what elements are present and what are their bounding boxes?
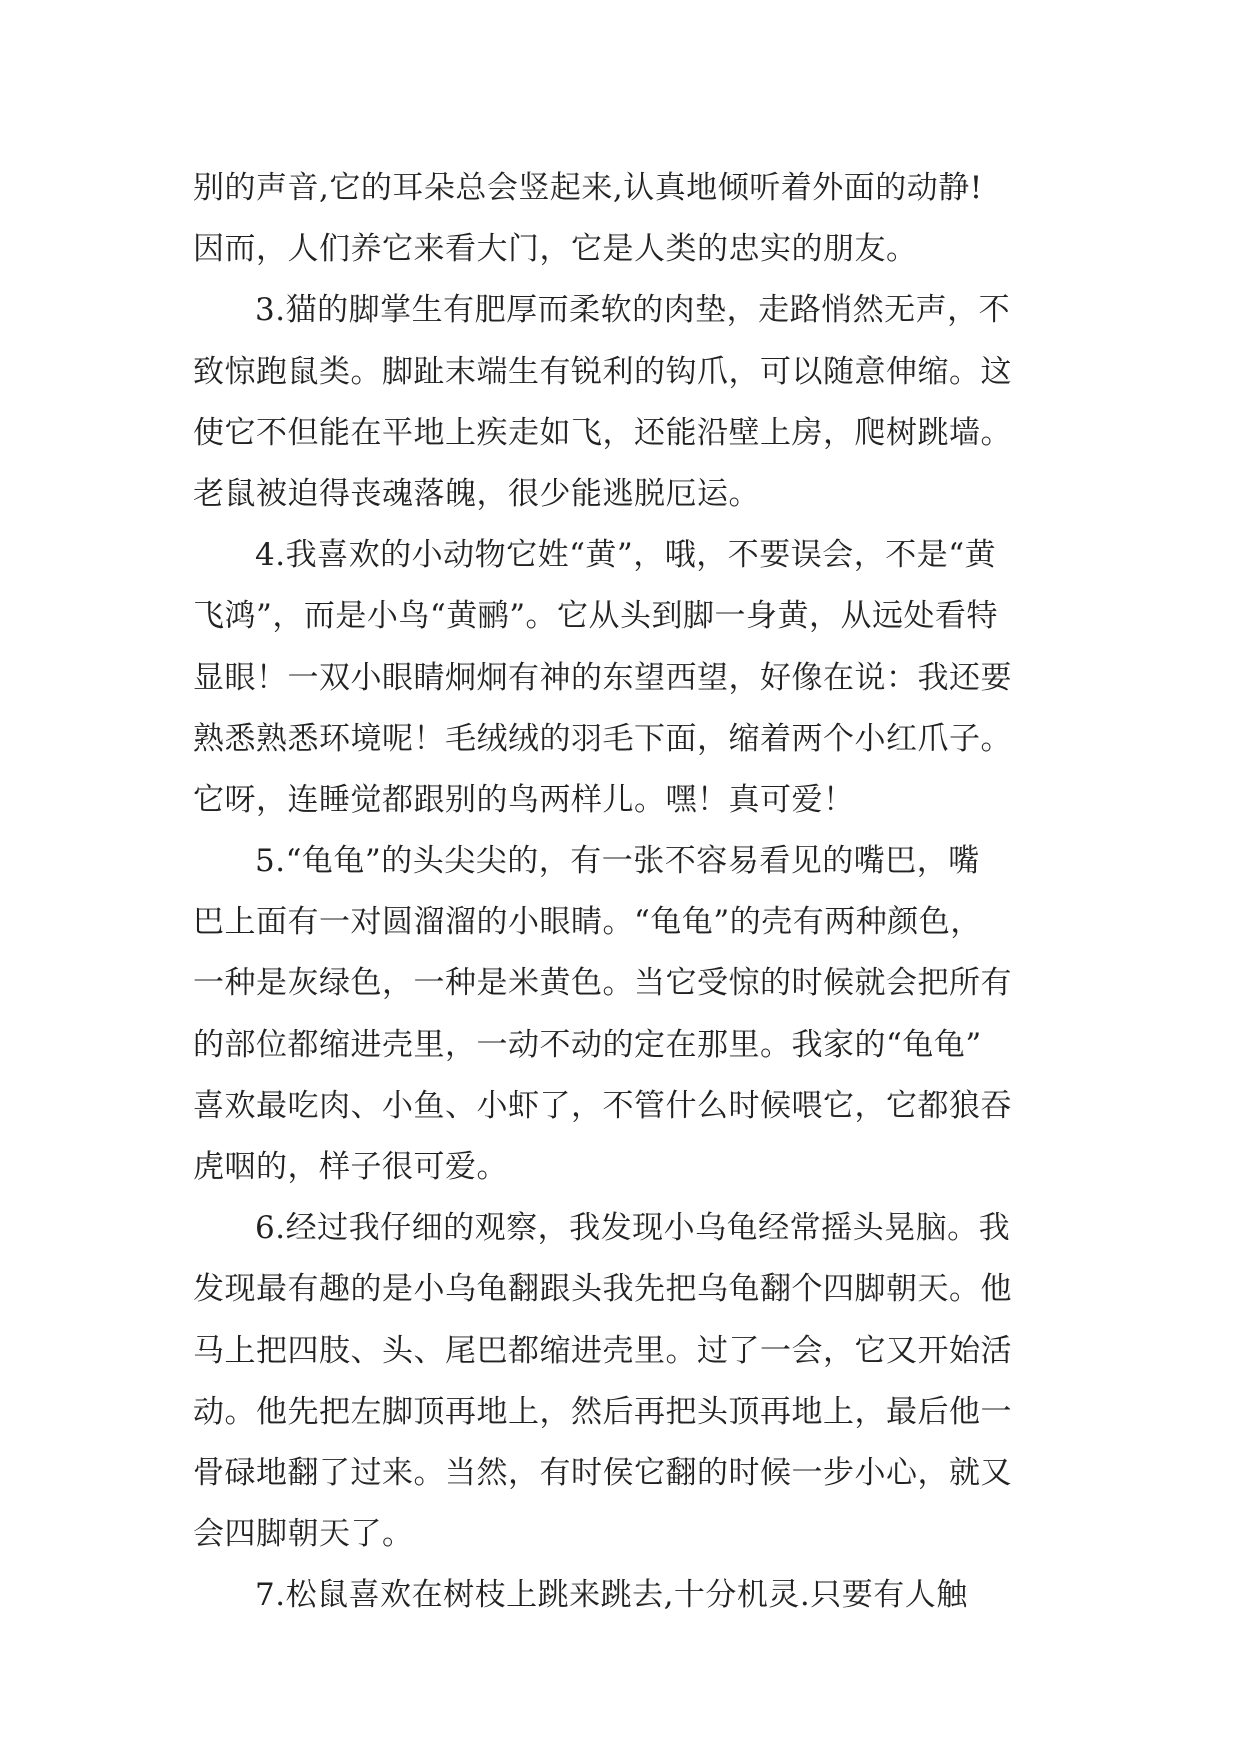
body-text (193, 158, 1053, 1627)
text-line: 致惊跑鼠类。脚趾末端生有锐利的钩爪，可以随意伸缩。这 (193, 353, 1012, 390)
text-line: 别的声音,它的耳朵总会竖起来,认真地倾听着外面的动静! (193, 170, 983, 206)
text-line: 老鼠被迫得丧魂落魄，很少能逃脱厄运。 (193, 475, 760, 512)
text-line: 它呀，连睡觉都跟别的鸟两样儿。嘿！真可爱！ (193, 781, 855, 818)
text-line: 熟悉熟悉环境呢！毛绒绒的羽毛下面，缩着两个小红爪子。 (193, 720, 1012, 757)
text-line: 的部位都缩进壳里，一动不动的定在那里。我家的“龟龟” (193, 1026, 982, 1063)
text-line: 使它不但能在平地上疾走如飞，还能沿壁上房，爬树跳墙。 (193, 414, 1012, 451)
text-line: 骨碌地翻了过来。当然，有时侯它翻的时候一步小心，就又 (193, 1454, 1012, 1491)
text-line: 马上把四肢、头、尾巴都缩进壳里。过了一会，它又开始活 (193, 1332, 1012, 1369)
text-line: 显眼！一双小眼睛炯炯有神的东望西望，好像在说：我还要 (193, 659, 1012, 696)
text-line: 一种是灰绿色，一种是米黄色。当它受惊的时候就会把所有 (193, 965, 1012, 1002)
text-line: 喜欢最吃肉、小鱼、小虾了，不管什么时候喂它，它都狼吞 (193, 1087, 1012, 1124)
paragraph-first-line: 4.我喜欢的小动物它姓“黄”，哦，不要误会，不是“黄 (255, 537, 997, 574)
text-line: 会四脚朝天了。 (193, 1516, 414, 1553)
paragraph-first-line: 6.经过我仔细的观察，我发现小乌龟经常摇头晃脑。我 (255, 1210, 1011, 1247)
text-line: 因而，人们养它来看大门，它是人类的忠实的朋友。 (193, 231, 918, 268)
text-line: 动。他先把左脚顶再地上，然后再把头顶再地上，最后他一 (193, 1393, 1012, 1430)
paragraph-first-line: 7.松鼠喜欢在树枝上跳来跳去,十分机灵.只要有人触 (255, 1577, 968, 1614)
text-line: 飞鸿”，而是小鸟“黄鹂”。它从头到脚一身黄，从远处看特 (193, 598, 999, 635)
paragraph-first-line: 3.猫的脚掌生有肥厚而柔软的肉垫，走路悄然无声，不 (255, 292, 1011, 329)
text-line: 虎咽的，样子很可爱。 (193, 1149, 508, 1185)
text-line: 巴上面有一对圆溜溜的小眼睛。“龟龟”的壳有两种颜色， (193, 904, 982, 941)
text-line: 发现最有趣的是小乌龟翻跟头我先把乌龟翻个四脚朝天。他 (193, 1271, 1012, 1308)
paragraph-first-line: 5.“龟龟”的头尖尖的，有一张不容易看见的嘴巴，嘴 (255, 843, 980, 880)
